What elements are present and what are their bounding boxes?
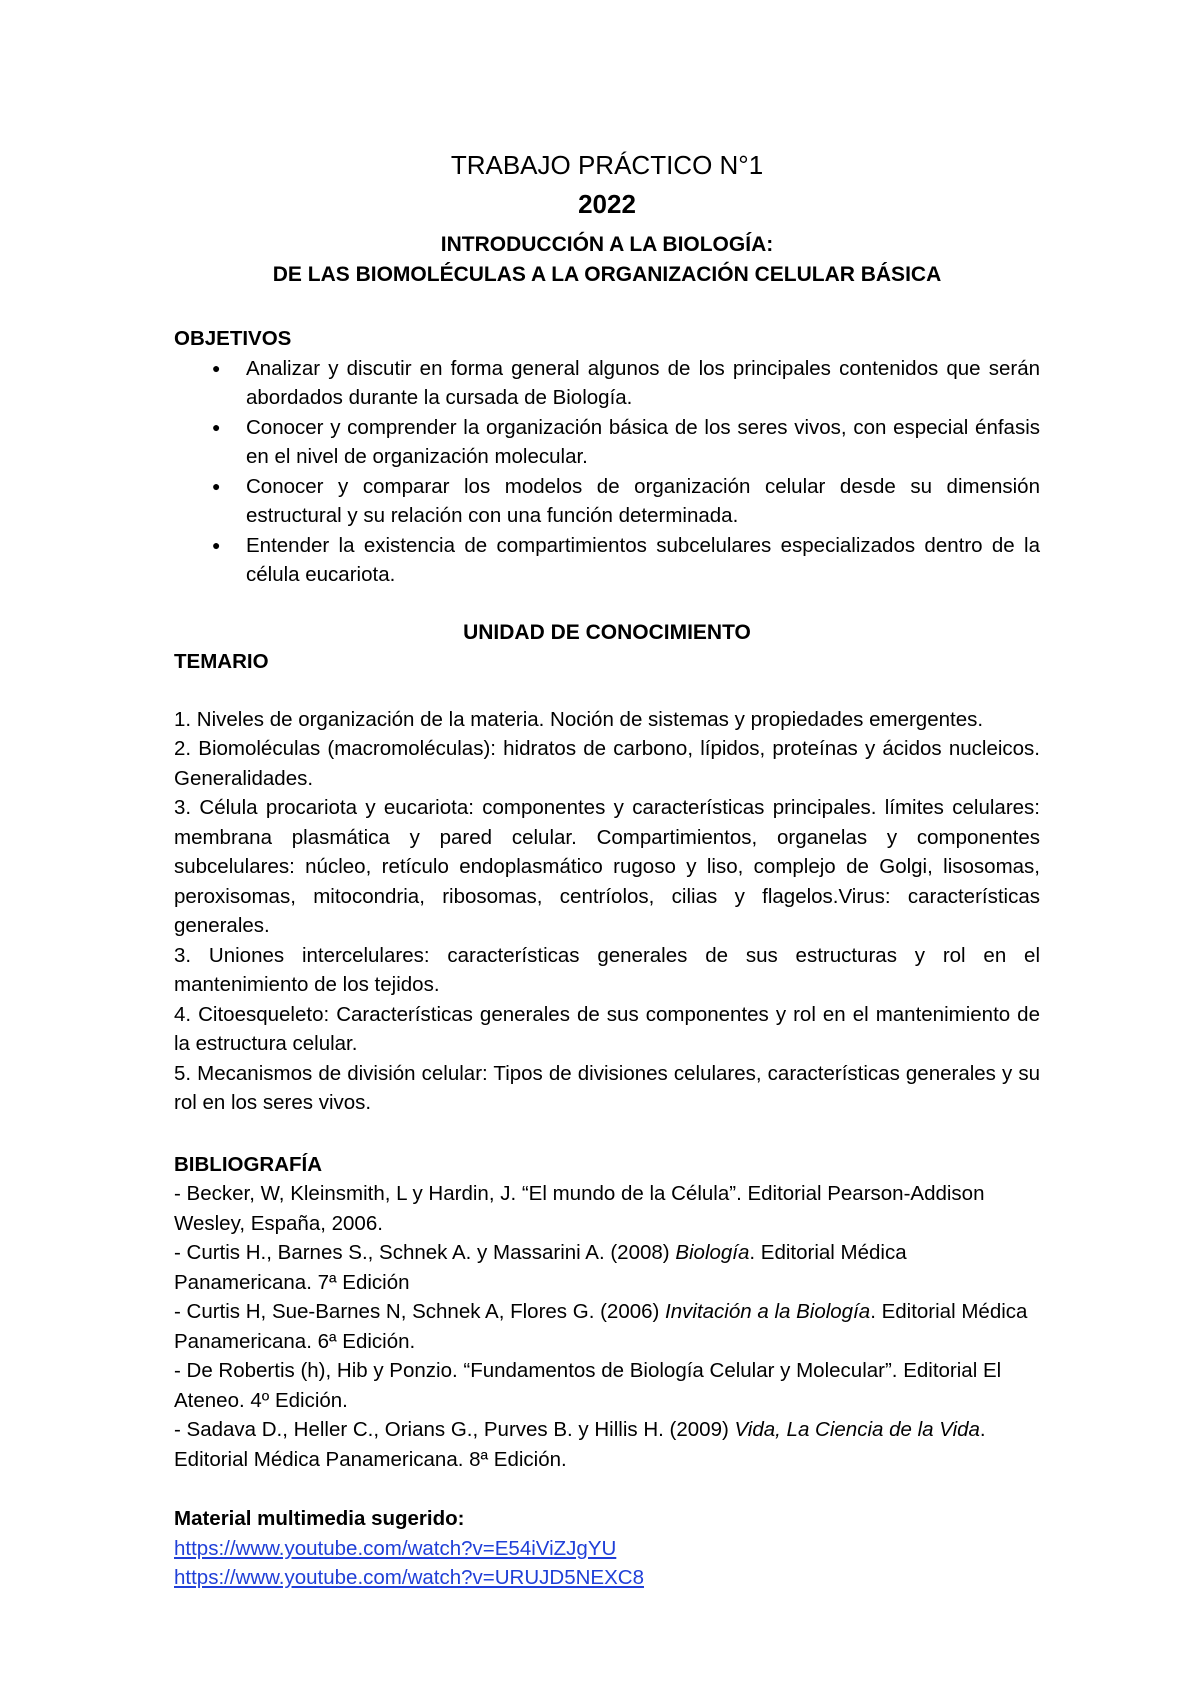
temario-heading: TEMARIO bbox=[174, 650, 269, 673]
reference-text: . Editorial Médica Panamericana. 6ª Edición. bbox=[174, 1300, 1028, 1353]
reference-book-title: Biología bbox=[675, 1241, 750, 1264]
reference-text: - Becker, W, Kleinsmith, L y Hardin, J. “El mundo de la Célula”. Editorial Pearson-Addison Wesley, España, 2006. bbox=[174, 1182, 985, 1235]
objective-text: Entender la existencia de compartimientos subcelulares especializados dentro de la célula eucariota. bbox=[246, 533, 1040, 586]
reference-text: - Sadava D., Heller C., Orians G., Purves B. y Hillis H. (2009) bbox=[174, 1418, 735, 1441]
reference-text: . Editorial Médica Panamericana. 7ª Edición bbox=[174, 1241, 907, 1294]
youtube-link[interactable]: https://www.youtube.com/watch?v=URUJD5NEXC8 bbox=[174, 1566, 644, 1589]
topic-item: 3. Célula procariota y eucariota: componentes y características principales. límites celulares: membrana plasmática y pared celular. Compartimientos, organelas y componentes subcelulares: núcleo, retículo endoplasmático rugoso y liso, complejo de Golgi, lisosomas, peroxisomas, mitocondria, ribosomas, centríolos, cilias y flagelos.Virus: características generales. bbox=[174, 796, 1040, 937]
topic-item: 4. Citoesqueleto: Características generales de sus componentes y rol en el mantenimiento de la estructura celular. bbox=[174, 1002, 1040, 1055]
objectives-heading: OBJETIVOS bbox=[174, 327, 292, 350]
bullet-icon: ● bbox=[212, 477, 221, 494]
reference-text: . Editorial Médica Panamericana. 8ª Edición. bbox=[174, 1418, 986, 1471]
document-subtitle: INTRODUCCIÓN A LA BIOLOGÍA: bbox=[440, 233, 774, 256]
objective-text: Conocer y comprender la organización básica de los seres vivos, con especial énfasis en el nivel de organización molecular. bbox=[246, 415, 1040, 468]
reference-item bbox=[174, 1356, 1040, 1415]
objective-item bbox=[212, 531, 1040, 590]
reference-item bbox=[174, 1238, 1040, 1297]
reference-item bbox=[174, 1415, 1040, 1474]
bullet-icon: ● bbox=[212, 359, 221, 376]
topic-item: 3. Uniones intercelulares: características generales de sus estructuras y rol en el mantenimiento de los tejidos. bbox=[174, 943, 1040, 996]
reference-book-title: Invitación a la Biología bbox=[665, 1300, 871, 1323]
bullet-icon: ● bbox=[212, 536, 221, 553]
reference-text: - Curtis H, Sue-Barnes N, Schnek A, Flores G. (2006) bbox=[174, 1300, 666, 1323]
reference-text: - Curtis H., Barnes S., Schnek A. y Massarini A. (2008) bbox=[174, 1241, 676, 1264]
document-body bbox=[174, 140, 1040, 1593]
document-year: 2022 bbox=[578, 189, 636, 219]
reference-text: - De Robertis (h), Hib y Ponzio. “Fundamentos de Biología Celular y Molecular”. Editorial El Ateneo. 4º Edición. bbox=[174, 1359, 1002, 1412]
reference-item bbox=[174, 1297, 1040, 1356]
objective-text: Analizar y discutir en forma general algunos de los principales contenidos que serán abordados durante la cursada de Biología. bbox=[246, 356, 1040, 409]
objective-item bbox=[212, 354, 1040, 413]
objective-text: Conocer y comparar los modelos de organización celular desde su dimensión estructural y su relación con una función determinada. bbox=[246, 474, 1040, 527]
topic-item: 1. Niveles de organización de la materia. Noción de sistemas y propiedades emergentes. bbox=[174, 707, 984, 731]
document-title: TRABAJO PRÁCTICO N°1 bbox=[450, 150, 764, 180]
bibliography-heading: BIBLIOGRAFÍA bbox=[174, 1152, 323, 1176]
reference-item bbox=[174, 1179, 1040, 1238]
bullet-icon: ● bbox=[212, 418, 221, 435]
topic-item: 2. Biomoléculas (macromoléculas): hidratos de carbono, lípidos, proteínas y ácidos nucleicos. Generalidades. bbox=[174, 737, 1040, 790]
topic-item: 5. Mecanismos de división celular: Tipos de divisiones celulares, características generales y su rol en los seres vivos. bbox=[174, 1061, 1040, 1114]
reference-book-title: Vida, La Ciencia de la Vida bbox=[734, 1418, 980, 1441]
document-subtitle-2: DE LAS BIOMOLÉCULAS A LA ORGANIZACIÓN CELULAR BÁSICA bbox=[272, 263, 942, 286]
objective-item bbox=[212, 472, 1040, 531]
objective-item bbox=[212, 413, 1040, 472]
youtube-link[interactable]: https://www.youtube.com/watch?v=E54iViZJgYU bbox=[174, 1536, 617, 1560]
multimedia-heading: Material multimedia sugerido: bbox=[174, 1507, 465, 1530]
unit-heading: UNIDAD DE CONOCIMIENTO bbox=[463, 620, 751, 644]
objectives-list bbox=[174, 354, 1040, 590]
